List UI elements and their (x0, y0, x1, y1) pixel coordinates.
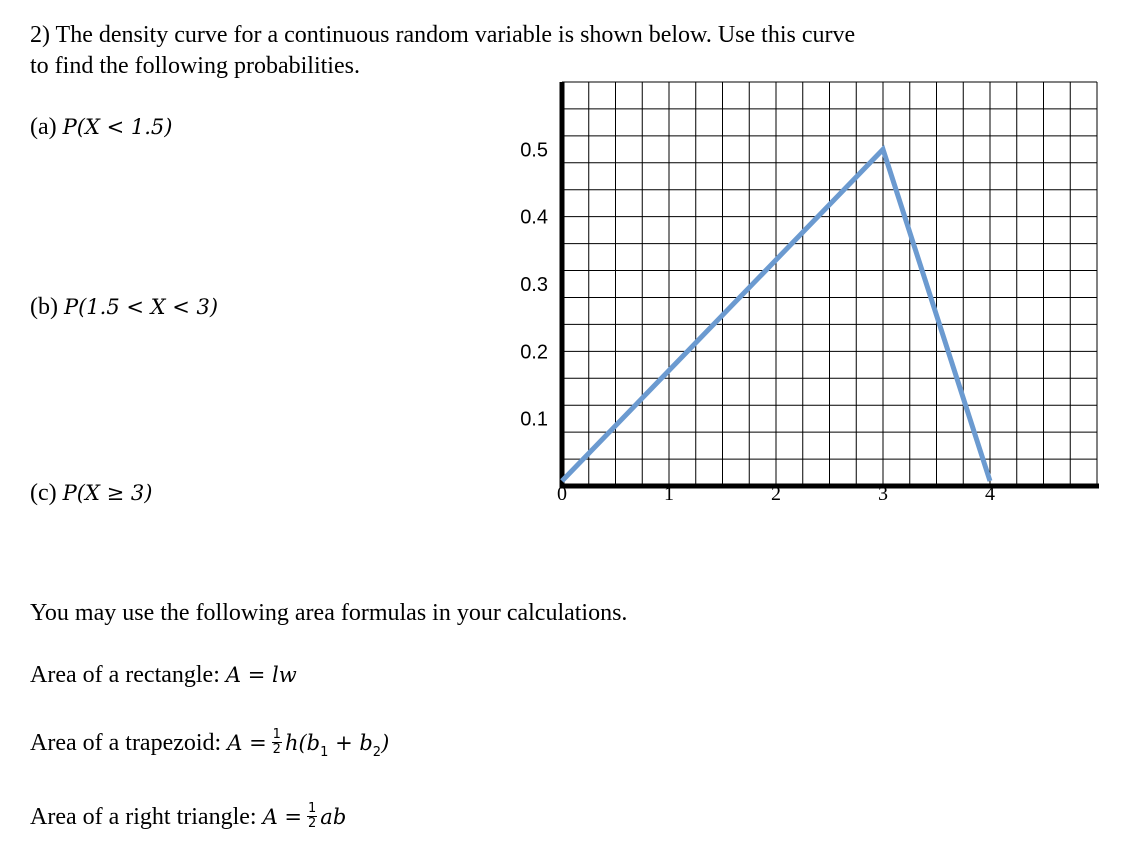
x-tick-label: 3 (878, 483, 888, 505)
fraction-denominator: 2 (308, 815, 317, 831)
y-tick-label: 0.2 (520, 341, 548, 364)
formula-trapezoid-sub1: 1 (320, 744, 329, 760)
formula-trapezoid-mid: + b (328, 731, 373, 755)
formula-rectangle-expr: A = lw (225, 663, 297, 687)
question-a-expr: P(X < 1.5) (62, 115, 173, 139)
problem-line-2: to find the following probabilities. (30, 53, 360, 79)
x-tick-label: 2 (771, 483, 781, 505)
y-tick-label: 0.1 (520, 408, 548, 431)
problem-line-1: 2) The density curve for a continuous random variable is shown below. Use this curve (30, 22, 856, 48)
formula-triangle-label: Area of a right triangle: (30, 804, 257, 830)
formula-triangle-fraction (307, 802, 317, 831)
y-tick-label: 0.3 (520, 274, 548, 296)
formula-trapezoid-label: Area of a trapezoid: (30, 730, 222, 756)
formulas-intro: You may use the following area formulas in your calculations. (30, 600, 628, 626)
question-b (30, 292, 218, 322)
formula-trapezoid-end: ) (381, 731, 390, 755)
formula-trapezoid-lhs: A = (227, 731, 267, 755)
formula-trapezoid-fraction (272, 728, 282, 757)
question-b-expr: P(1.5 < X < 3) (63, 295, 219, 319)
fraction-denominator: 2 (272, 741, 281, 757)
question-a-label: (a) (30, 114, 57, 140)
x-tick-label: 4 (985, 483, 995, 505)
formula-trapezoid-sub2: 2 (372, 744, 382, 760)
fraction-numerator: 1 (272, 726, 281, 742)
formula-triangle-lhs: A = (262, 805, 303, 829)
x-tick-label: 0 (557, 483, 567, 505)
formula-trapezoid (30, 728, 389, 768)
problem-statement (30, 20, 990, 82)
question-c (30, 478, 152, 508)
formula-rectangle (30, 660, 297, 690)
question-c-expr: P(X ≥ 3) (62, 481, 153, 505)
formula-triangle-rhs: ab (320, 805, 347, 829)
formula-triangle (30, 802, 346, 833)
formula-rectangle-label: Area of a rectangle: (30, 662, 220, 688)
question-a (30, 112, 172, 142)
y-tick-label: 0.4 (520, 206, 548, 229)
formula-trapezoid-rhs: h(b (284, 731, 321, 755)
x-tick-label: 1 (664, 483, 674, 505)
question-c-label: (c) (30, 480, 57, 506)
question-b-label: (b) (30, 294, 58, 320)
fraction-numerator: 1 (308, 800, 317, 816)
y-tick-label: 0.5 (520, 139, 548, 162)
density-chart (490, 78, 1105, 518)
